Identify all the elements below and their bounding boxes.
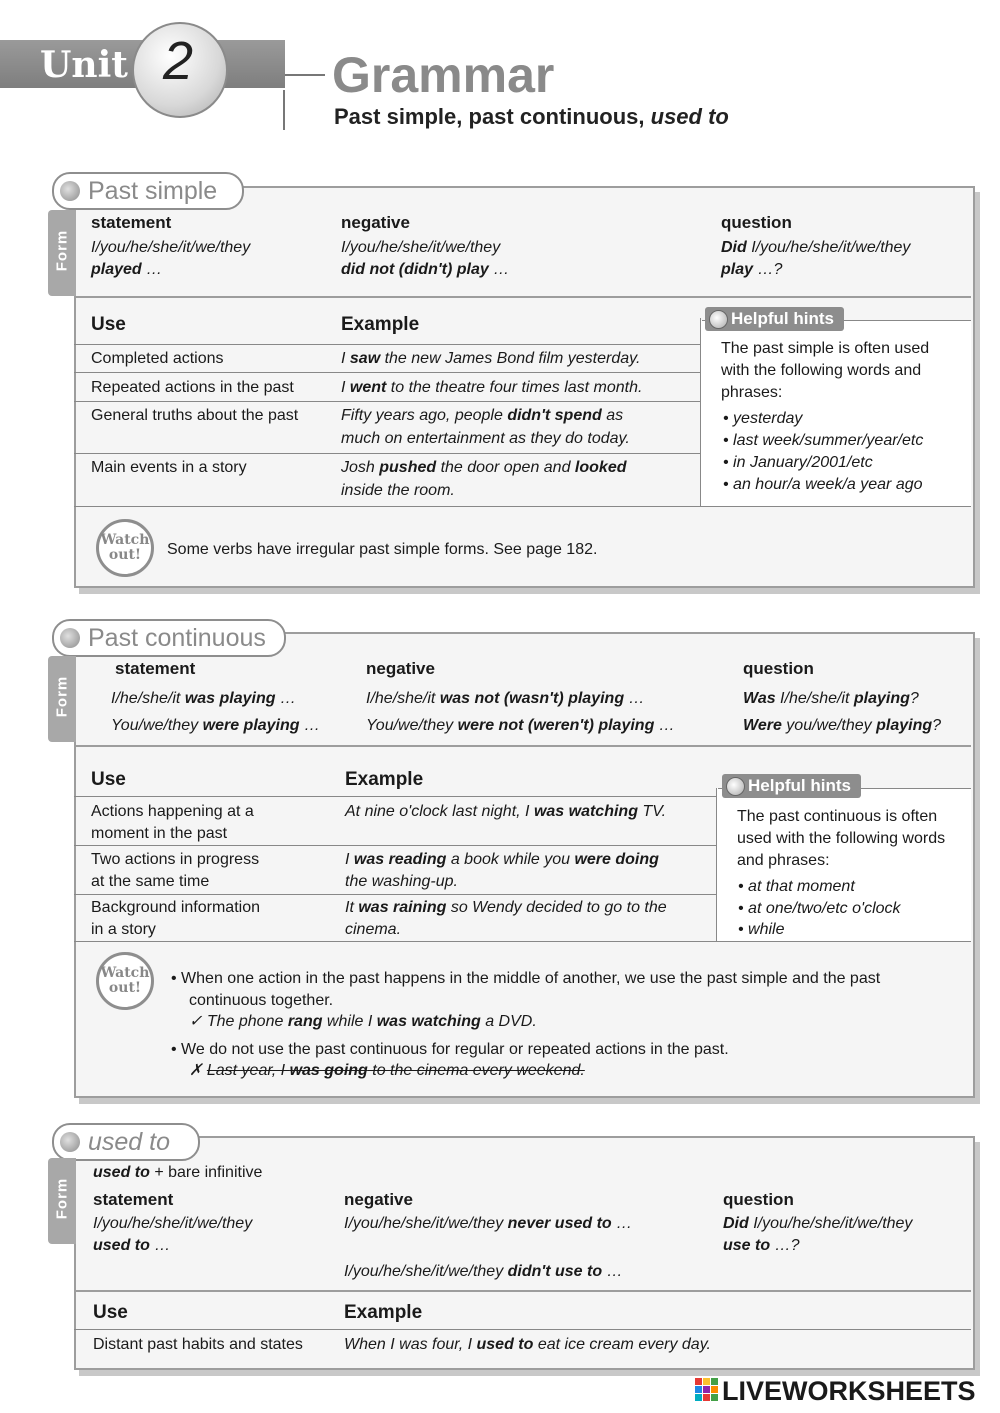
negative-line1: I/he/she/it was not (wasn't) playing …: [366, 690, 645, 707]
watch-out-badge: Watch out!: [96, 519, 154, 577]
hints-item: • an hour/a week/a year ago: [723, 476, 923, 493]
row-divider: [74, 506, 971, 507]
row-divider: [74, 796, 716, 797]
col-negative: negative: [366, 659, 435, 678]
col-question: question: [721, 213, 792, 232]
correct-example: ✓ The phone rang while I was watching a DVD.: [189, 1013, 537, 1030]
hints-text: with the following words and: [721, 362, 922, 379]
form-intro: used to + bare infinitive: [93, 1164, 263, 1181]
question-line2: use to …?: [723, 1237, 800, 1254]
hints-item: • at one/two/etc o'clock: [738, 900, 901, 917]
example-header: Example: [345, 769, 424, 790]
use-cell: Two actions in progress: [91, 851, 260, 868]
example-cell: It was raining so Wendy decided to go to the: [345, 899, 667, 916]
statement-line2: played …: [91, 261, 163, 278]
use-cell-cont: in a story: [91, 921, 156, 938]
liveworksheets-logo[interactable]: LIVEWORKSHEETS: [722, 1376, 976, 1406]
hints-item: • while: [738, 921, 785, 938]
col-negative: negative: [344, 1190, 413, 1209]
bullet-ball-icon: [60, 1132, 80, 1152]
statement-line1: I/he/she/it was playing …: [111, 690, 296, 707]
row-divider: [74, 344, 700, 345]
example-cell-cont: cinema.: [345, 921, 402, 938]
page-title: Grammar: [332, 47, 555, 103]
tick-icon: ✓: [189, 1013, 203, 1030]
question-line1: Did I/you/he/she/it/we/they: [723, 1215, 913, 1232]
statement-line2: used to …: [93, 1237, 171, 1254]
unit-label: Unit: [40, 44, 128, 86]
section-title-past-continuous: Past continuous: [52, 619, 286, 657]
row-divider: [74, 372, 700, 373]
form-tab: Form: [48, 656, 76, 742]
bullet-ball-icon: [726, 777, 745, 796]
use-cell: Distant past habits and states: [93, 1336, 303, 1353]
liveworksheets-logo-icon: [695, 1378, 719, 1402]
helpful-hints-tag: Helpful hints: [722, 774, 861, 798]
watch-out-badge: Watch out!: [96, 952, 154, 1010]
use-cell: Completed actions: [91, 350, 224, 367]
example-header: Example: [341, 314, 420, 335]
row-divider: [74, 845, 716, 846]
example-cell: I was reading a book while you were doing: [345, 851, 659, 868]
hints-text: and phrases:: [737, 852, 830, 869]
negative-line2: did not (didn't) play …: [341, 261, 510, 278]
question-line1: Did I/you/he/she/it/we/they: [721, 239, 911, 256]
hints-item: • yesterday: [723, 410, 803, 427]
question-line2: play …?: [721, 261, 783, 278]
use-header: Use: [91, 769, 126, 790]
example-cell: At nine o'clock last night, I was watching TV.: [345, 803, 667, 820]
question-line1: Was I/he/she/it playing?: [743, 690, 919, 707]
col-statement: statement: [91, 213, 172, 232]
negative-line1: I/you/he/she/it/we/they: [341, 239, 501, 256]
helpful-hints-tag: Helpful hints: [705, 307, 844, 331]
row-divider: [74, 453, 700, 454]
col-question: question: [723, 1190, 794, 1209]
statement-line1: I/you/he/she/it/we/they: [91, 239, 251, 256]
example-header: Example: [344, 1302, 423, 1323]
divider: [74, 745, 971, 747]
divider: [74, 296, 971, 298]
bullet-ball-icon: [709, 310, 728, 329]
statement-line1: I/you/he/she/it/we/they: [93, 1215, 253, 1232]
use-cell: Actions happening at a: [91, 803, 254, 820]
negative-line2: You/we/they were not (weren't) playing …: [366, 717, 675, 734]
col-question: question: [743, 659, 814, 678]
hints-text: phrases:: [721, 384, 783, 401]
example-cell-cont: inside the room.: [341, 482, 455, 499]
watch-out-bullet: • We do not use the past continuous for regular or repeated actions in the past.: [171, 1041, 729, 1058]
use-cell-cont: at the same time: [91, 873, 210, 890]
section-title-past-simple: Past simple: [52, 172, 244, 210]
negative-line1: I/you/he/she/it/we/they never used to …: [344, 1215, 633, 1232]
section-title-used-to: used to: [52, 1123, 200, 1161]
use-cell: General truths about the past: [91, 407, 299, 424]
row-divider: [74, 401, 700, 402]
divider: [74, 1290, 971, 1292]
col-statement: statement: [93, 1190, 174, 1209]
example-cell: I went to the theatre four times last month.: [341, 379, 643, 396]
incorrect-example: ✗ Last year, I was going to the cinema every weekend.: [189, 1062, 585, 1079]
hints-text: used with the following words: [737, 830, 946, 847]
cross-icon: ✗: [189, 1062, 203, 1079]
use-header: Use: [91, 314, 126, 335]
hints-text: The past simple is often used: [721, 340, 930, 357]
example-cell: Fifty years ago, people didn't spend as: [341, 407, 624, 424]
header-divider-vertical: [283, 90, 285, 130]
example-cell: When I was four, I used to eat ice cream every day.: [344, 1336, 711, 1353]
hints-item: • last week/summer/year/etc: [723, 432, 924, 449]
use-cell: Main events in a story: [91, 459, 247, 476]
hints-item: • in January/2001/etc: [723, 454, 873, 471]
row-divider: [74, 1329, 971, 1330]
watch-out-text: Some verbs have irregular past simple forms. See page 182.: [167, 541, 598, 558]
form-tab: Form: [48, 210, 76, 296]
watch-out-bullet-cont: continuous together.: [189, 992, 334, 1009]
form-tab: Form: [48, 1158, 76, 1244]
hints-item: • at that moment: [738, 878, 855, 895]
watch-out-bullet: • When one action in the past happens in the middle of another, we use the past simple and the past: [171, 970, 881, 987]
use-cell-cont: moment in the past: [91, 825, 228, 842]
row-divider: [74, 894, 716, 895]
question-line2: Were you/we/they playing?: [743, 717, 942, 734]
col-negative: negative: [341, 213, 410, 232]
example-cell: Josh pushed the door open and looked: [341, 459, 627, 476]
col-statement: statement: [115, 659, 196, 678]
hints-text: The past continuous is often: [737, 808, 938, 825]
use-cell: Repeated actions in the past: [91, 379, 294, 396]
bullet-ball-icon: [60, 628, 80, 648]
row-divider: [74, 941, 971, 942]
negative-line2: I/you/he/she/it/we/they didn't use to …: [344, 1263, 623, 1280]
use-cell: Background information: [91, 899, 260, 916]
page-subtitle: Past simple, past continuous, used to: [334, 104, 729, 129]
unit-number: 2: [162, 31, 194, 91]
statement-line2: You/we/they were playing …: [111, 717, 320, 734]
use-header: Use: [93, 1302, 128, 1323]
example-cell: I saw the new James Bond film yesterday.: [341, 350, 641, 367]
example-cell-cont: the washing-up.: [345, 873, 458, 890]
header-divider: [285, 74, 325, 76]
example-cell-cont: much on entertainment as they do today.: [341, 430, 630, 447]
bullet-ball-icon: [60, 181, 80, 201]
